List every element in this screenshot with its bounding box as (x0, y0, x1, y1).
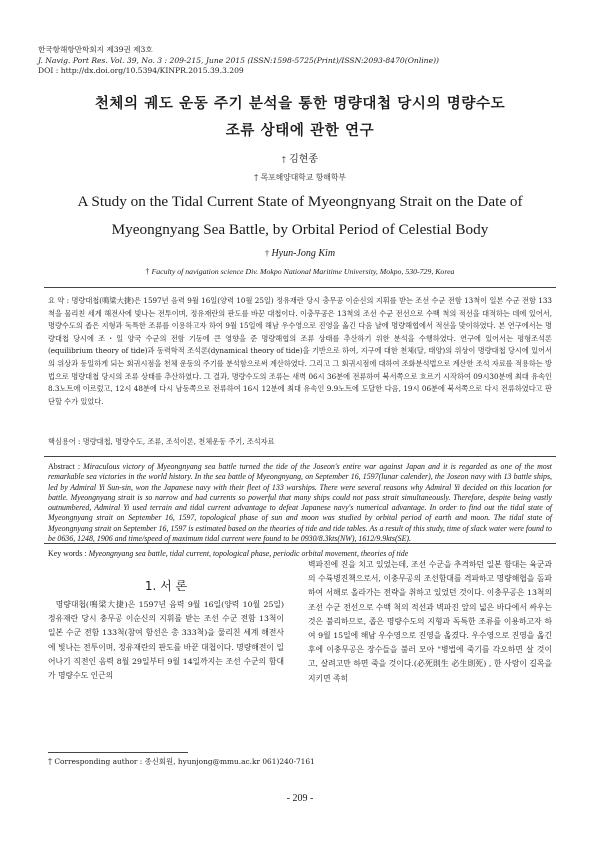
dagger-mark: † (254, 173, 259, 182)
abstract-en-text: Miraculous victory of Myeongnyang sea battle turned the tide of the Joseon's entire war against Japan and it is regarded as one of the most remarkable sea victories in the world history. In the sea battle of Myeongnyang, on September 16, 1597(lunar calender), the Joseon navy with 13 battle ships, led by Admiral Yi Sun-sin, won the Japanese navy with their fleet of 133 warships. There were several reasons why Admiral Yi decided on this location for battle. Myeongnyang strait is so narrow and had currents so powerful that many ships could not pass strait simultaneously. Therefore, despite being vastly outnumbered, Admiral Yi used terrain and tidal current advantage to defeat Japanese navy's numerical advantage. In order to find out the tidal state of Myeongnyang strait on September 16, 1597, topological phase of sun and moon was studied by orbital period of earth and moon. The tidal state of Myeongnyang strait on September 16, 1597 is estimated based on the theories of tide and tide tables. As a result of this study, time of slack water were found to be 0636, 1248, 1906 and time/speed of maximum tidal current were found to be 0930/8.3kts(NW), 1612/9.9kts(SE). (48, 462, 552, 544)
dagger-mark: † (281, 155, 286, 164)
page-number: - 209 - (286, 793, 314, 804)
body-column-right: 벽파진에 진을 치고 있었는데, 조선 수군을 추격하던 일본 함대는 육군과의 수륙병진책으로서, 이충무공의 조선함대를 격파하고 명량해협을 돌파하여 서해로 올라가는 전략을 취하고 있었던 것이다. 이충무공은 13척의 조선 수군 전선으로 수백 척의 적선과 벽파진 앞의 넓은 바다에서 싸우는 것은 불리하므로, 좁은 명량수도의 지형과 독특한 조류를 이용하고자 하여 9월 15일에 해남 우수영으로 진영을 옮겼다. 우수영으로 진영을 옮긴 후에 이충무공은 장수들을 불러 모아 "병법에 죽기를 각오하면 살 것이고, 살려고만 하면 죽을 것이다.(必死則生 必生則死) , 한 사람이 길목을 지키면 족히 (308, 560, 552, 683)
keywords-en-label: Key words : (48, 549, 87, 558)
divider-abstract (44, 456, 556, 457)
author-name-en: Hyun-Jong Kim (271, 248, 336, 259)
abstract-en (48, 462, 552, 544)
author-name-ko: 김현종 (289, 154, 319, 165)
paper-title-ko-line2: 조류 상태에 관한 연구 (225, 122, 375, 139)
affiliation-ko-text: 목포해양대학교 항해학부 (260, 173, 346, 182)
author-ko (0, 150, 600, 165)
author-en (0, 248, 600, 259)
abstract-en-label: Abstract : (48, 462, 81, 471)
body-column-left: 명량대첩(鳴梁大捷)은 1597년 음력 9월 16일(양력 10월 25일) 정유재란 당시 충무공 이순신의 지휘를 받는 조선 수군 전함 13척이 일본 수군 전함 133척(참여 함선은 총 333척)을 물리친 세계 해전사에 빛나는 전투이며, 정유재란의 판도를 바꾼 대첩이다. 명량해전이 일어나기 직전인 음력 8월 29일부터 9월 14일까지는 조선 수군의 함대가 명량수도 인근의 (48, 600, 284, 681)
journal-name-ko: 한국항해항만학회지 제39권 제3호 (38, 45, 153, 54)
footnote-text: Corresponding author : 종신회원, hyunjong@mmu.ac.kr 061)240-7161 (54, 757, 315, 766)
footnote-divider (48, 752, 188, 753)
journal-citation: J. Navig. Port Res. Vol. 39, No. 3 : 209-215, June 2015 (ISSN:1598-5725(Print)/ISSN:2093-8470(Online)) (38, 55, 439, 65)
divider-top (44, 287, 556, 288)
abstract-ko-label: 요 약 : (48, 296, 70, 305)
paper-title-ko (30, 90, 570, 144)
affiliation-ko (0, 172, 600, 183)
abstract-ko (48, 295, 552, 408)
keywords-ko-text: 명량대첩, 명량수도, 조류, 조석이론, 천체운동 주기, 조석자료 (82, 437, 275, 446)
dagger-mark: † (145, 267, 150, 276)
paper-title-en-line1: A Study on the Tidal Current State of Myeongnyang Strait on the Date of (77, 193, 523, 210)
keywords-en (48, 549, 552, 558)
affiliation-en (0, 267, 600, 276)
keywords-ko (48, 437, 552, 447)
paper-title-en (40, 188, 560, 244)
abstract-ko-text: 명량대첩(鳴梁大捷)은 1597년 음력 9월 16일(양력 10월 25일) 정유재란 당시 충무공 이순신의 지휘를 받는 조선 수군 전함 13척이 일본 수군 전함 133척을 물리친 세계 해전사에 빛나는 전투이며, 정유재란의 판도를 바꾼 대첩이다. 이충무공은 13척의 조선 수군 전선으로 수백 척의 적선을 대적하는 데에 있어서, 명량수도의 좁은 지형과 독특한 조류를 이용하고자 하여 9월 15일에 해남 우수영으로 진영을 옮긴 다음 날에 명량해협에서 적선을 맞이하였다. 본 연구에서는 명량대첩 당시에 조・일 양국 수군의 전함 기동에 큰 영향을 준 명량해협의 조류 상태를 추산하기 위한 분석을 수행하였다. 연구에 있어서는 평형조석론(equilibrium theory of tide)과 동력학적 조석론(dynamical theory of tide)을 기반으로 하여, 지구에 대한 천체(달, 태양)의 위상이 명량대첩 당시에 있어서의 위상과 동일하게 되는 회귀시점을 천체 운동의 주기를 분석함으로써 계산하였다. 그리고 그 회귀시점에 대하여 조화분석법으로 계산한 조석 자료를 적용하는 방법으로 명량대첩 당시의 조류 상태를 추산하였다. 그 결과, 명량수도의 조류는 새벽 06시 36분에 전류하여 북서쪽으로 흐르기 시작하여 09시30분에 최대 유속인 8.3노트에 이르렀고, 12시 48분에 다시 남동쪽으로 전류하여 16시 12분에 최대 유속인 9.9노트에 도달한 다음, 19시 06분에 북서쪽으로 다시 전류하였다고 판단할 수가 있었다. (48, 296, 553, 406)
paper-title-ko-line1: 천체의 궤도 운동 주기 분석을 통한 명량대첩 당시의 명량수도 (94, 95, 506, 112)
affiliation-en-text: Faculty of navigation science Div. Mokpo National Maritime University, Mokpo, 530-729, Korea (151, 267, 455, 276)
journal-header (38, 45, 439, 77)
divider-keywords (44, 543, 556, 544)
journal-doi: DOI : http://dx.doi.org/10.5394/KINPR.2015.39.3.209 (38, 66, 244, 76)
paper-title-en-line2: Myeongnyang Sea Battle, by Orbital Period of Celestial Body (111, 221, 489, 238)
keywords-ko-label: 핵심용어 : (48, 437, 81, 446)
section-heading: 1. 서 론 (144, 579, 188, 593)
keywords-en-text: Myeongnyang sea battle, tidal current, topological phase, periodic orbital movement, theories of tide (88, 549, 409, 558)
dagger-mark: † (48, 757, 52, 766)
footnote (48, 756, 315, 767)
dagger-mark: † (264, 249, 269, 258)
